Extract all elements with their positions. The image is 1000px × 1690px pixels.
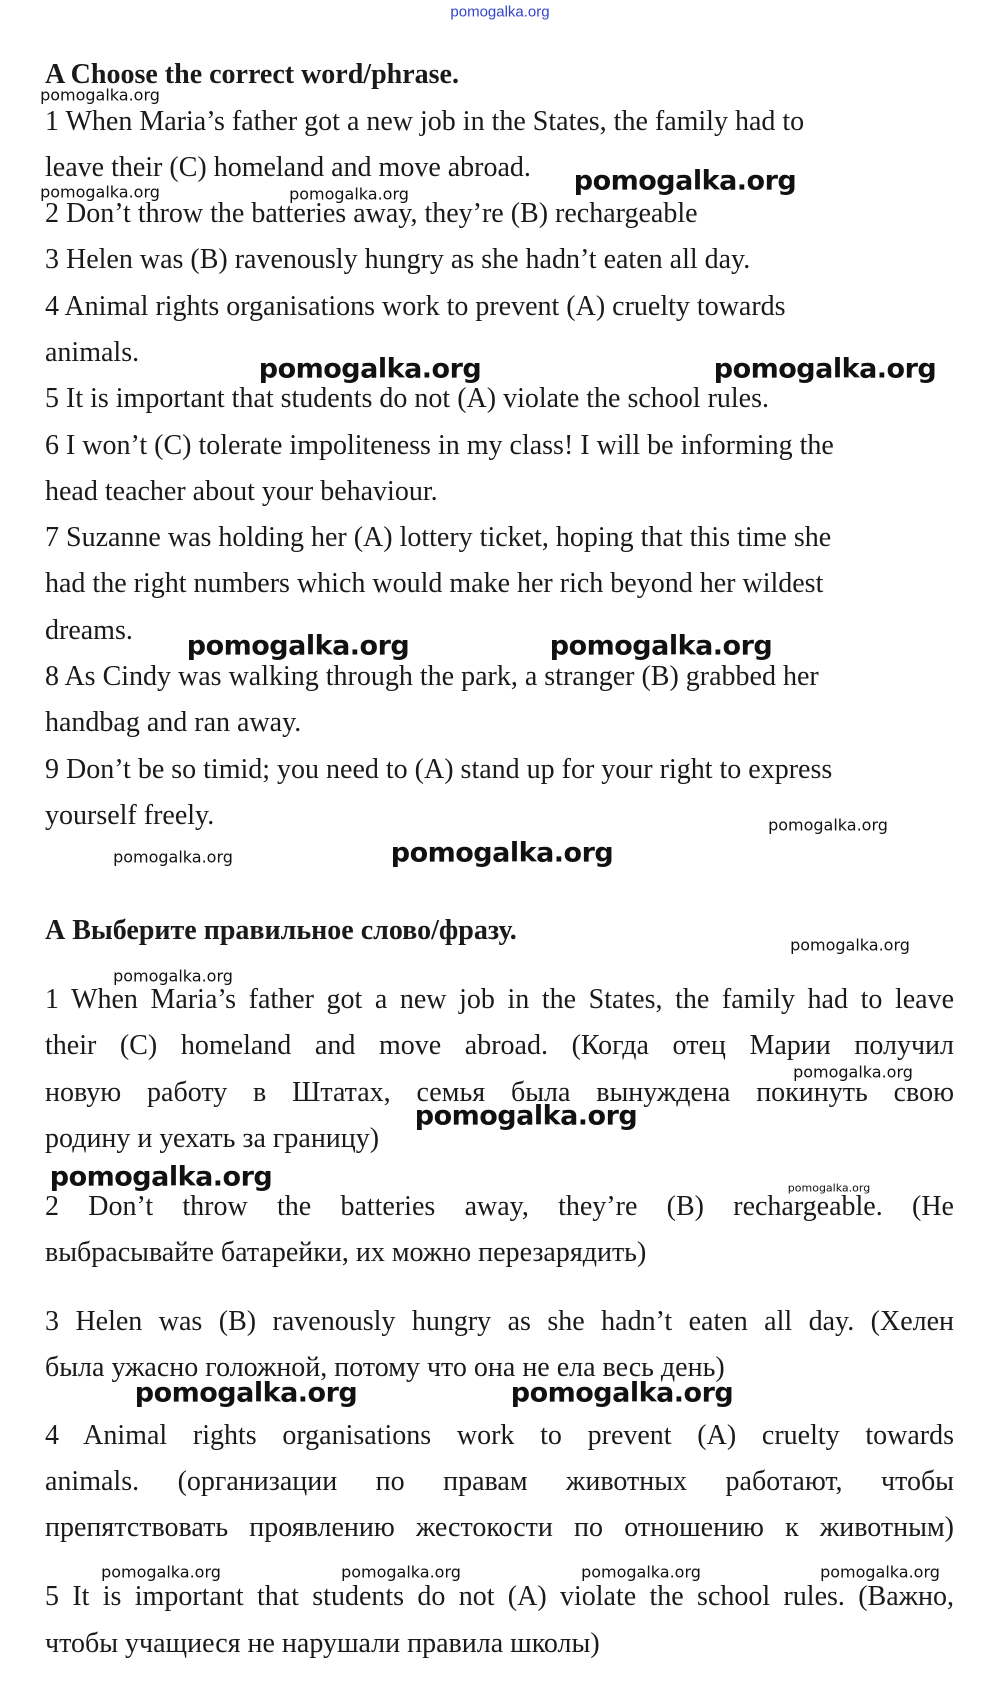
russian-line: 3 Helen was (B) ravenously hungry as she hadn’t eaten all day. (Хелен: [45, 1306, 954, 1337]
russian-heading: А Выберите правильное слово/фразу.: [45, 915, 517, 946]
english-line: 1 When Maria’s father got a new job in the States, the family had to: [45, 106, 805, 137]
english-line: 2 Don’t throw the batteries away, they’re (B) rechargeable: [45, 198, 698, 229]
english-line: 3 Helen was (B) ravenously hungry as she hadn’t eaten all day.: [45, 244, 751, 275]
watermark: pomogalka.org: [573, 165, 797, 197]
watermark: pomogalka.org: [793, 1062, 913, 1082]
english-line: 4 Animal rights organisations work to prevent (A) cruelty towards: [45, 291, 786, 322]
watermark: pomogalka.org: [341, 1562, 461, 1582]
watermark: pomogalka.org: [113, 966, 233, 986]
watermark: pomogalka.org: [713, 353, 937, 385]
watermark: pomogalka.org: [101, 1562, 221, 1582]
watermark: pomogalka.org: [787, 1181, 871, 1195]
watermark: pomogalka.org: [134, 1377, 358, 1409]
watermark: pomogalka.org: [186, 630, 410, 662]
russian-line: 1 When Maria’s father got a new job in the States, the family had to leave: [45, 984, 954, 1015]
watermark: pomogalka.org: [113, 847, 233, 867]
english-line: 8 As Cindy was walking through the park, a stranger (B) grabbed her: [45, 661, 819, 692]
russian-line: 4 Animal rights organisations work to prevent (A) cruelty towards: [45, 1420, 954, 1451]
russian-line: родину и уехать за границу): [45, 1123, 380, 1154]
russian-line: 2 Don’t throw the batteries away, they’re (B) rechargeable. (Не: [45, 1191, 954, 1222]
english-line: dreams.: [45, 615, 133, 646]
english-line: 5 It is important that students do not (A) violate the school rules.: [45, 383, 769, 414]
russian-line: animals. (организации по правам животных работают, чтобы: [45, 1466, 954, 1497]
english-line: head teacher about your behaviour.: [45, 476, 438, 507]
english-line: 7 Suzanne was holding her (A) lottery ticket, hoping that this time she: [45, 522, 832, 553]
watermark: pomogalka.org: [820, 1562, 940, 1582]
watermark: pomogalka.org: [510, 1377, 734, 1409]
english-line: yourself freely.: [45, 800, 215, 831]
russian-line: чтобы учащиеся не нарушали правила школы): [45, 1628, 600, 1659]
russian-line: выбрасывайте батарейки, их можно перезарядить): [45, 1237, 647, 1268]
russian-line: 5 It is important that students do not (A) violate the school rules. (Важно,: [45, 1581, 954, 1612]
watermark: pomogalka.org: [390, 837, 614, 869]
watermark: pomogalka.org: [289, 184, 409, 204]
watermark: pomogalka.org: [581, 1562, 701, 1582]
english-line: 6 I won’t (C) tolerate impoliteness in my class! I will be informing the: [45, 430, 834, 461]
russian-line: препятствовать проявлению жестокости по отношению к животным): [45, 1512, 954, 1543]
watermark: pomogalka.org: [768, 815, 888, 835]
watermark: pomogalka.org: [49, 1161, 273, 1193]
english-line: handbag and ran away.: [45, 707, 302, 738]
english-line: 9 Don’t be so timid; you need to (A) stand up for your right to express: [45, 754, 833, 785]
watermark: pomogalka.org: [549, 630, 773, 662]
english-line: animals.: [45, 337, 140, 368]
watermark: pomogalka.org: [790, 935, 910, 955]
russian-line: новую работу в Штатах, семья была вынуждена покинуть свою: [45, 1077, 954, 1108]
russian-line: their (C) homeland and move abroad. (Когда отец Марии получил: [45, 1030, 954, 1061]
russian-line: была ужасно голожной, потому что она не ела весь день): [45, 1352, 725, 1383]
english-line: leave their (C) homeland and move abroad.: [45, 152, 531, 183]
watermark: pomogalka.org: [258, 353, 482, 385]
english-heading: A Choose the correct word/phrase.: [45, 59, 459, 90]
watermark: pomogalka.org: [40, 85, 160, 105]
top-watermark-link[interactable]: pomogalka.org: [450, 3, 550, 21]
watermark: pomogalka.org: [40, 182, 160, 202]
watermark: pomogalka.org: [414, 1100, 638, 1132]
english-line: had the right numbers which would make her rich beyond her wildest: [45, 568, 824, 599]
